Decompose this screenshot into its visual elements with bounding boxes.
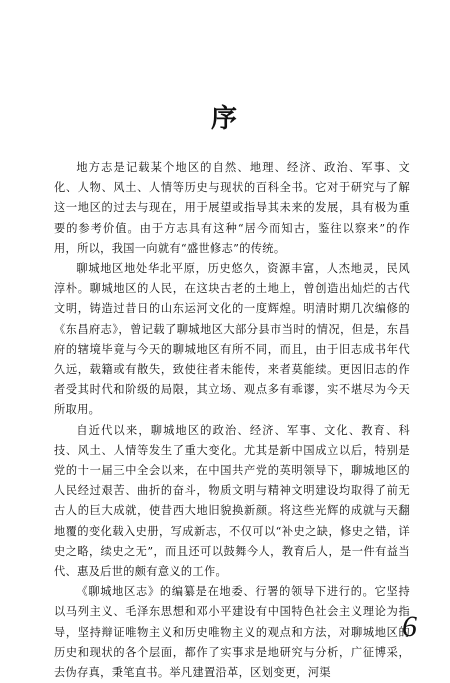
body-text (54, 158, 410, 683)
page-title: 序 (210, 104, 239, 134)
paragraph: 地方志是记载某个地区的自然、地理、经济、政治、军事、文化、人物、风土、人情等历史与现状的百科全书。它对于研究与了解这一地区的过去与现在，用于展望或指导其未来的发展，具有极为重要的参考价值。由于方志具有这种“居今而知古，鉴往以察来”的作用，所以，我国一向就有“盛世修志”的传统。 (54, 161, 410, 255)
paragraph: 《聊城地区志》的编纂是在地委、行署的领导下进行的。它坚持以马列主义、毛泽东思想和邓小平建设有中国特色社会主义理论为指导，坚持辩证唯物主义和历史唯物主义的观点和方法，对聊城地区的历史和现状的各个层面，都作了实事求是地研究与分析，广征博采，去伪存真，秉笔直书。举凡建置沿革，区划变更，河渠 (54, 585, 410, 680)
paragraph: 聊城地区地处华北平原，历史悠久，资源丰富，人杰地灵，民风淳朴。聊城地区的人民，在这块古老的土地上，曾创造出灿烂的古代文明，铸造过昔日的山东运河文化的一度辉煌。明清时期几次编修的《东昌府志》，曾记载了聊城地区大部分县市当时的情况，但是，东昌府的辖境毕竟与今天的聊城地区有所不同，而且，由于旧志成书年代久远，载籍或有散失，致使往者未能传，来者莫能续。更因旧志的作者受其时代和阶级的局限，其立场、观点多有乖谬，实不堪尽为今天所取用。 (54, 262, 410, 417)
paragraph: 自近代以来，聊城地区的政治、经济、军事、文化、教育、科技、风土、人情等发生了重大变化。尤其是新中国成立以后，特别是党的十一届三中全会以来，在中国共产党的英明领导下，聊城地区的人民经过艰苦、曲折的奋斗，物质文明与精神文明建设均取得了前无古人的巨大成就，使昔西大地旧貌换新颜。将这些光辉的成就与天翻地覆的变化载入史册，写成新志，不仅可以“补史之缺，修史之错，详史之略，续史之无”，而且还可以鼓舞今人，教育后人，是一件有益当代、惠及后世的颇有意义的工作。 (54, 423, 410, 579)
page-number: 6 (402, 610, 417, 643)
